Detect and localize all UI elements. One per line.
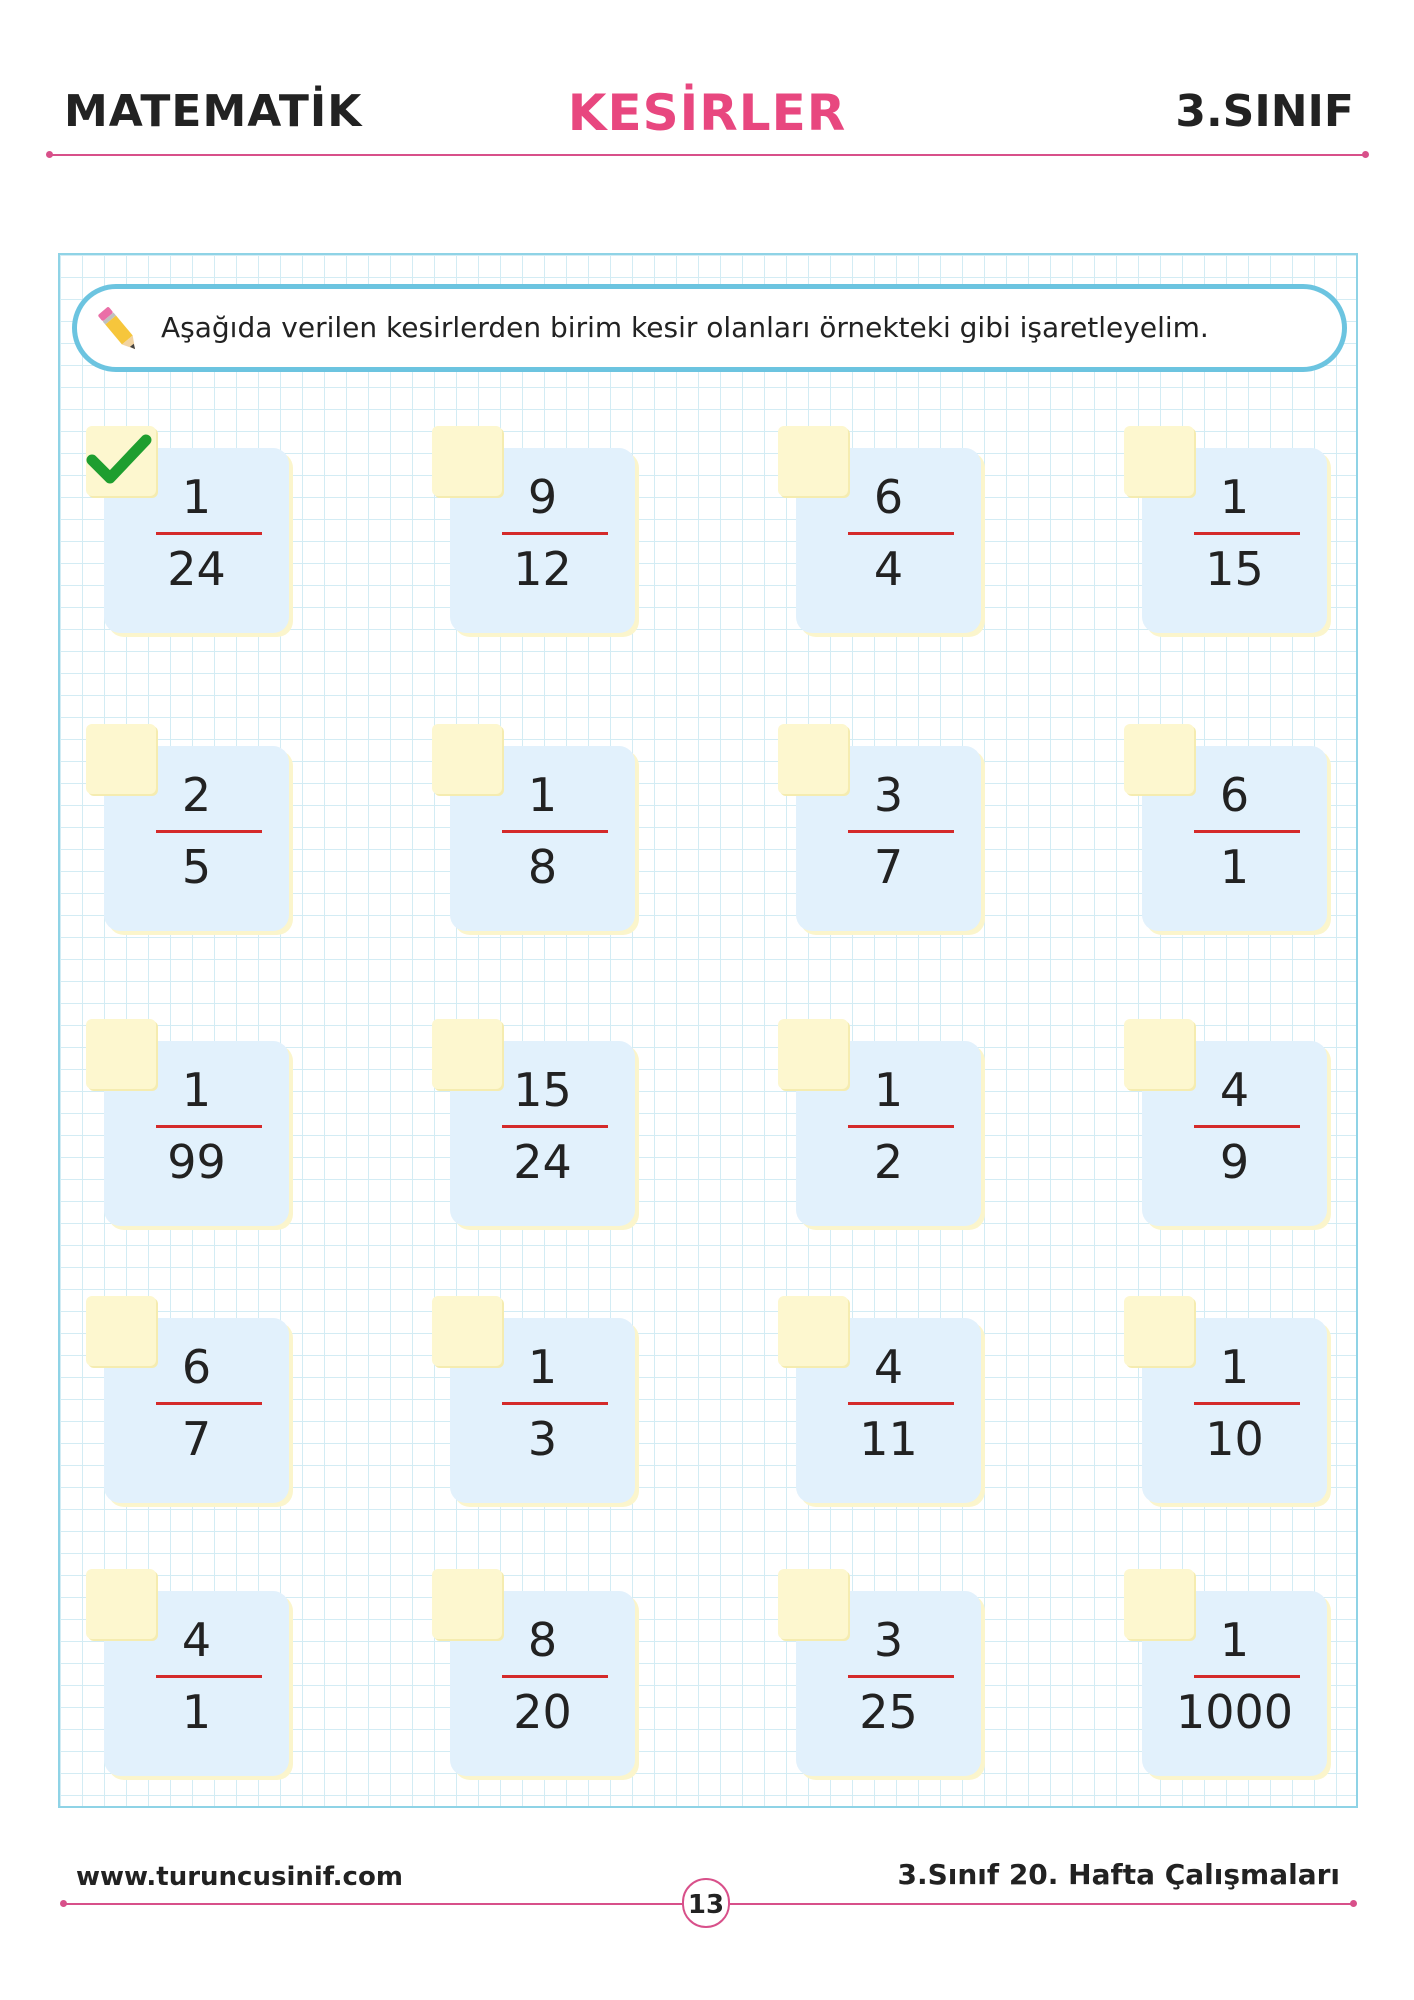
footer-divider-dot-left xyxy=(60,1900,67,1907)
website-link[interactable]: www.turuncusinif.com xyxy=(76,1862,403,1892)
fraction-denominator: 1000 xyxy=(1175,1685,1294,1739)
fraction-card xyxy=(1124,1569,1339,1779)
fraction-numerator: 4 xyxy=(181,1613,212,1667)
fraction-denominator: 15 xyxy=(1205,542,1264,596)
fraction-numerator: 6 xyxy=(181,1340,212,1394)
fraction-bar xyxy=(156,1675,262,1678)
fraction-denominator: 1 xyxy=(181,1685,212,1739)
header-divider-dot-left xyxy=(46,151,53,158)
fraction-numerator: 1 xyxy=(873,1063,904,1117)
fraction-bar xyxy=(1194,532,1300,535)
fraction-bar xyxy=(502,532,608,535)
page-number: 13 xyxy=(682,1878,730,1928)
fraction-numerator: 1 xyxy=(527,768,558,822)
fraction-bar xyxy=(848,532,954,535)
fraction-bar xyxy=(1194,1675,1300,1678)
fraction-card xyxy=(1124,724,1339,934)
fraction-numerator: 3 xyxy=(873,768,904,822)
fraction-numerator: 4 xyxy=(1219,1063,1250,1117)
fraction-numerator: 9 xyxy=(527,470,558,524)
fraction-numerator: 15 xyxy=(513,1063,572,1117)
fraction-bar xyxy=(502,830,608,833)
fraction-card xyxy=(86,1569,301,1779)
instruction-text: Aşağıda verilen kesirlerden birim kesir olanları örnekteki gibi işaretleyelim. xyxy=(161,311,1209,344)
fraction-bar xyxy=(156,830,262,833)
fraction-denominator: 4 xyxy=(873,542,904,596)
pencil-icon xyxy=(95,301,143,359)
fraction-card xyxy=(432,426,647,636)
fraction-denominator: 2 xyxy=(873,1135,904,1189)
fraction-numerator: 1 xyxy=(1219,1613,1250,1667)
footer-divider-dot-right xyxy=(1350,1900,1357,1907)
fraction-card xyxy=(432,1296,647,1506)
fraction-denominator: 10 xyxy=(1205,1412,1264,1466)
fraction-bar xyxy=(848,1125,954,1128)
fraction-card xyxy=(86,1296,301,1506)
topic-title: KESİRLER xyxy=(567,84,847,142)
fraction-numerator: 2 xyxy=(181,768,212,822)
header-divider-dot-right xyxy=(1362,151,1369,158)
fraction-bar xyxy=(502,1675,608,1678)
fraction-card xyxy=(86,1019,301,1229)
fraction-denominator: 1 xyxy=(1219,840,1250,894)
fraction-bar xyxy=(502,1402,608,1405)
fraction-bar xyxy=(1194,830,1300,833)
fraction-numerator: 6 xyxy=(1219,768,1250,822)
fraction-card xyxy=(778,426,993,636)
subject-title: MATEMATİK xyxy=(64,86,363,137)
fraction-denominator: 12 xyxy=(513,542,572,596)
fraction-denominator: 24 xyxy=(513,1135,572,1189)
fraction-numerator: 8 xyxy=(527,1613,558,1667)
fraction-bar xyxy=(848,1675,954,1678)
fraction-numerator: 1 xyxy=(1219,1340,1250,1394)
fraction-card xyxy=(1124,1296,1339,1506)
fraction-card xyxy=(86,724,301,934)
fraction-denominator: 8 xyxy=(527,840,558,894)
instruction-banner xyxy=(72,284,1347,372)
fraction-card xyxy=(778,1019,993,1229)
fraction-denominator: 7 xyxy=(181,1412,212,1466)
fraction-numerator: 1 xyxy=(181,1063,212,1117)
series-label: 3.Sınıf 20. Hafta Çalışmaları xyxy=(897,1858,1340,1891)
fraction-bar xyxy=(1194,1125,1300,1128)
fraction-denominator: 11 xyxy=(859,1412,918,1466)
fraction-bar xyxy=(156,532,262,535)
fraction-card xyxy=(778,724,993,934)
fraction-denominator: 9 xyxy=(1219,1135,1250,1189)
fraction-numerator: 1 xyxy=(1219,470,1250,524)
fraction-numerator: 6 xyxy=(873,470,904,524)
header-divider xyxy=(50,154,1366,156)
fraction-bar xyxy=(156,1402,262,1405)
fraction-bar xyxy=(848,830,954,833)
fraction-card xyxy=(778,1296,993,1506)
fraction-denominator: 3 xyxy=(527,1412,558,1466)
fraction-card xyxy=(432,1019,647,1229)
fraction-bar xyxy=(502,1125,608,1128)
fraction-card xyxy=(86,426,301,636)
fraction-denominator: 25 xyxy=(859,1685,918,1739)
fraction-card xyxy=(1124,1019,1339,1229)
fraction-denominator: 5 xyxy=(181,840,212,894)
fraction-card xyxy=(778,1569,993,1779)
fraction-bar xyxy=(1194,1402,1300,1405)
fraction-card xyxy=(432,1569,647,1779)
fraction-numerator: 1 xyxy=(181,470,212,524)
fraction-denominator: 20 xyxy=(513,1685,572,1739)
fraction-denominator: 99 xyxy=(167,1135,226,1189)
fraction-denominator: 7 xyxy=(873,840,904,894)
fraction-card xyxy=(1124,426,1339,636)
grade-label: 3.SINIF xyxy=(1175,86,1354,137)
fraction-bar xyxy=(848,1402,954,1405)
fraction-denominator: 24 xyxy=(167,542,226,596)
fraction-bar xyxy=(156,1125,262,1128)
fraction-numerator: 1 xyxy=(527,1340,558,1394)
fraction-numerator: 3 xyxy=(873,1613,904,1667)
fraction-numerator: 4 xyxy=(873,1340,904,1394)
fraction-card xyxy=(432,724,647,934)
